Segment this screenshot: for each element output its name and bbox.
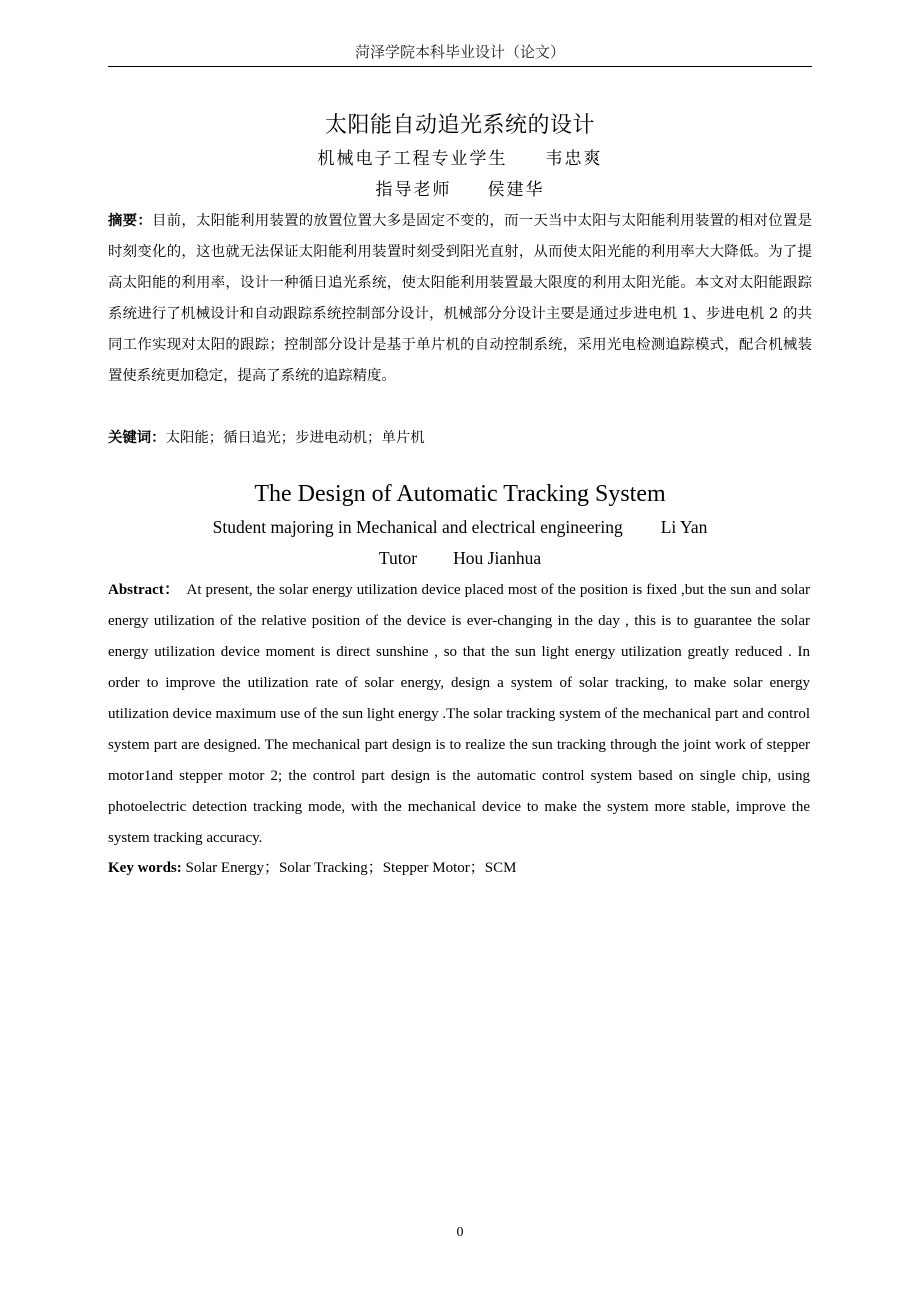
chinese-author-label: 机械电子工程专业学生 [317,149,508,169]
english-keywords [108,853,812,883]
chinese-author-name: 韦忠爽 [545,149,603,169]
running-header: 菏泽学院本科毕业设计（论文） [354,43,565,61]
english-keywords-text: Solar Energy；Solar Tracking；Stepper Motor；SCM [185,860,517,876]
chinese-author-line [108,148,812,170]
english-author-line [108,514,812,540]
chinese-tutor-line [108,179,812,201]
english-abstract [108,575,810,854]
english-author-label: Student majoring in Mechanical and electrical engineering [212,517,623,537]
english-keywords-label: Key words: [108,860,182,876]
chinese-abstract-text: 目前，太阳能利用装置的放置位置大多是固定不变的，而一天当中太阳与太阳能利用装置的相对位置是时刻变化的，这也就无法保证太阳能利用装置时刻受到阳光直射，从而使太阳光能的利用率大大降低。为了提高太阳能的利用率，设计一种循日追光系统，使太阳能利用装置最大限度的利用太阳光能。本文对太阳能跟踪系统进行了机械设计和自动跟踪系统控制部分设计，机械部分分设计主要是通过步进电机 1、步进电机 2 的共同工作实现对太阳的跟踪；控制部分设计是基于单片机的自动控制系统，采用光电检测追踪模式，配合机械装置使系统更加稳定，提高了系统的追踪精度。 [108,213,812,384]
chinese-keywords-label: 关键词： [108,430,166,446]
english-abstract-label: Abstract： [108,582,180,598]
header-rule [108,66,812,67]
chinese-keywords [108,423,812,453]
english-tutor-line [108,545,812,571]
chinese-keywords-text: 太阳能；循日追光；步进电动机；单片机 [165,430,425,446]
english-tutor-label: Tutor [378,548,418,568]
english-tutor-name: Hou Jianhua [453,548,542,568]
english-title: The Design of Automatic Tracking System [254,481,666,507]
english-abstract-text: At present, the solar energy utilization device placed most of the position is fixed ,but the sun and solar energy utilization of the relative position of the device is ever-changing in the day , this is to guarantee the solar energy utilization device moment is direct sunshine , so that the sun light energy utilization greatly reduced . In order to improve the utilization rate of solar energy, design a system of solar tracking, to make solar energy utilization device maximum use of the sun light energy .The solar tracking system of the mechanical part and control system part are designed. The mechanical part design is to realize the sun tracking through the joint work of stepper motor1and stepper motor 2; the control part design is the automatic control system based on single chip, using photoelectric detection tracking mode, with the mechanical device to make the system more stable, improve the system tracking accuracy. [108,582,810,846]
chinese-abstract-label: 摘要： [108,213,153,229]
english-author-name: Li Yan [660,517,708,537]
chinese-abstract [108,206,812,392]
chinese-tutor-label: 指导老师 [375,180,452,200]
chinese-tutor-name: 侯建华 [487,180,545,200]
chinese-title: 太阳能自动追光系统的设计 [324,113,595,138]
page-number: 0 [456,1225,464,1240]
